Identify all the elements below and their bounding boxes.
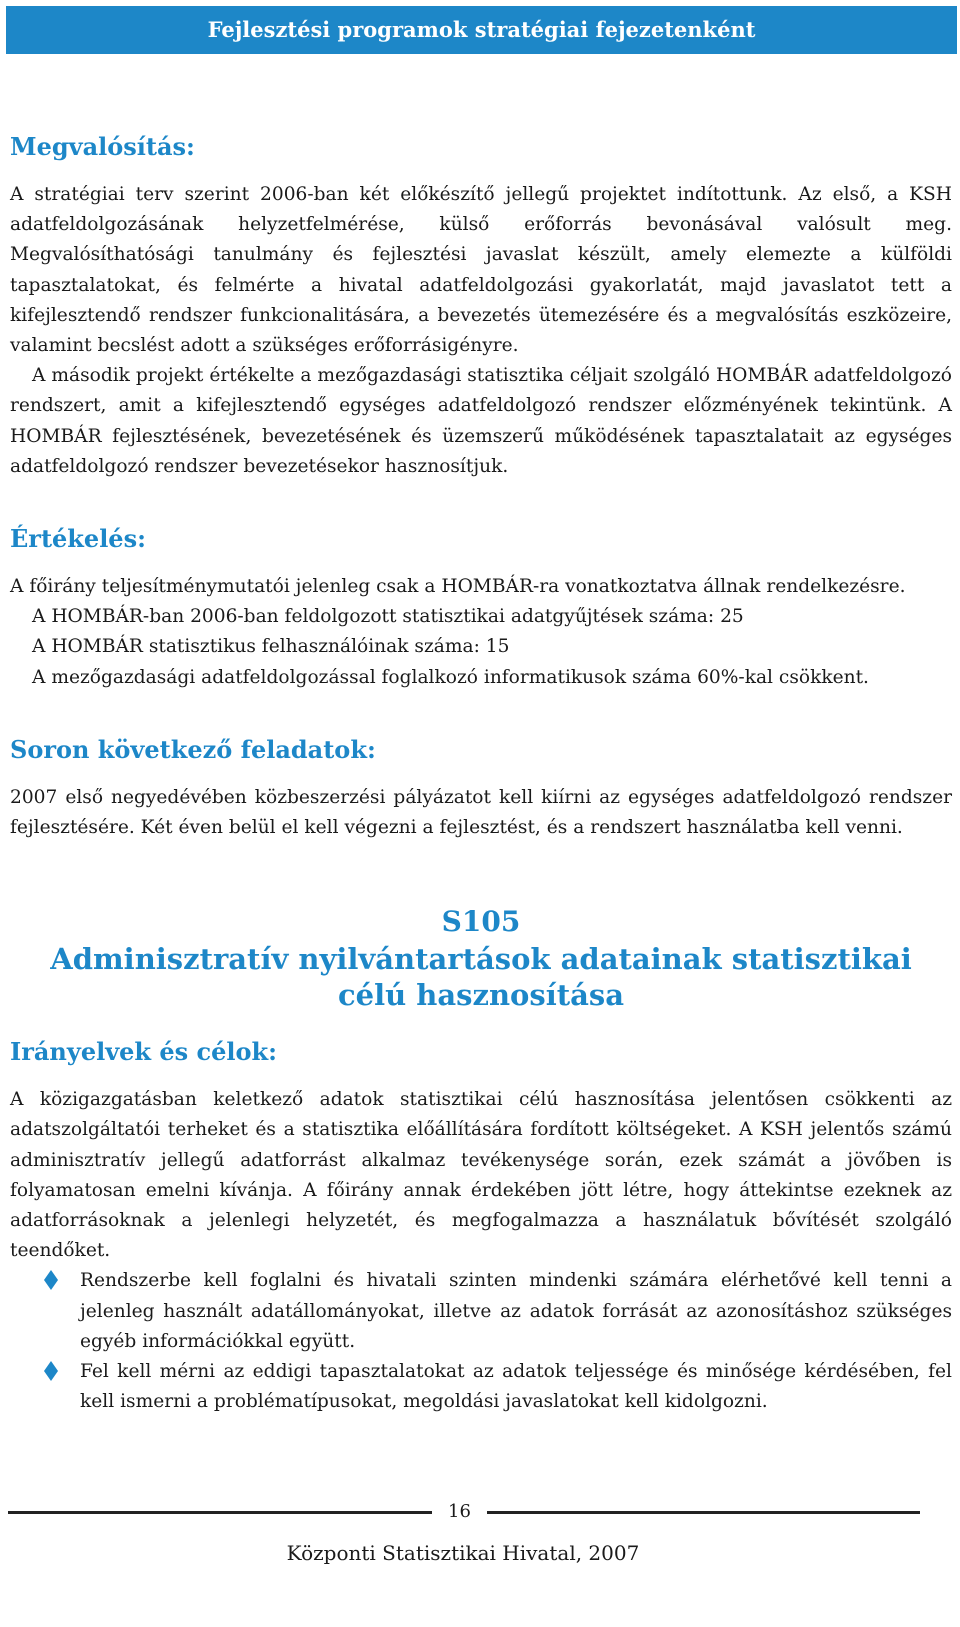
diamond-bullet-icon — [44, 1270, 62, 1292]
header-bar — [6, 6, 957, 54]
bullet-text-2: Fel kell mérni az eddigi tapasztalatokat az adatok teljessége és minősége kérdésében, fel kell ismerni a problématípusokat, megoldási javaslatokat kell kidolgozni. — [80, 1361, 952, 1413]
footer-publisher: Központi Statisztikai Hivatal, 2007 — [286, 1541, 640, 1565]
paragraph-feladatok-1: 2007 első negyedévében közbeszerzési pályázatot kell kiírni az egységes adatfeldolgozó rendszer fejlesztésére. Két éven belül el kell végezni a fejlesztést, és a rendszert használatba kell venni. — [10, 786, 952, 839]
section-title-line-2: célú hasznosítása — [337, 978, 625, 1013]
heading-ertekeles: Értékelés: — [10, 524, 146, 554]
diamond-bullet-icon — [44, 1361, 62, 1383]
bullet-list — [10, 1266, 952, 1417]
heading-megvalositas: Megvalósítás: — [10, 132, 195, 161]
ertekeles-line-3: A mezőgazdasági adatfeldolgozással foglalkozó informatikusok száma 60%-kal csökkent. — [32, 666, 869, 688]
paragraph-megvalositas-2: A második projekt értékelte a mezőgazdasági statisztika céljait szolgáló HOMBÁR adatfeldolgozó rendszert, amit a kifejlesztendő egységes adatfeldolgozó rendszer előzményének tekintünk. A HOMBÁR fejlesztésének, bevezetésének és üzemszerű működésének tapasztalatait az egységes adatfeldolgozó rendszer bevezetésekor hasznosítjuk. — [10, 365, 952, 477]
footer-rule-left — [8, 1511, 432, 1514]
header-title: Fejlesztési programok stratégiai fejezetenként — [207, 17, 756, 42]
footer-rule-right — [487, 1511, 920, 1514]
section-code: S105 — [441, 905, 521, 939]
page-number: 16 — [448, 1501, 471, 1522]
heading-iranyelvek: Irányelvek és célok: — [10, 1037, 278, 1067]
bullet-text-1: Rendszerbe kell foglalni és hivatali szinten mindenki számára elérhetővé kell tenni a jelenleg használt adatállományokat, illetve az adatok forrását az azonosításhoz szükséges egyéb információkkal együtt. — [80, 1270, 952, 1352]
section-title-line-1: Adminisztratív nyilvántartások adatainak statisztikai — [50, 942, 912, 977]
paragraph-ertekeles-1: A főirány teljesítménymutatói jelenleg csak a HOMBÁR-ra vonatkoztatva állnak rendelkezésre. — [10, 576, 906, 598]
paragraph-iranyelvek-1: A közigazgatásban keletkező adatok statisztikai célú hasznosítása jelentősen csökkenti az adatszolgáltatói terheket és a statisztika előállítására fordított költségeket. A KSH jelentős számú adminisztratív jellegű adatforrást alkalmaz tevékenysége során, ezek számát a jövőben is folyamatosan emelni kívánja. A főirány annak érdekében jött létre, hogy áttekintse ezeknek az adatforrásoknak a jelenlegi helyzetét, és megfogalmazza a használatuk bővítését szolgáló teendőket. — [10, 1089, 952, 1262]
section-title-block — [10, 903, 952, 1013]
heading-feladatok: Soron következő feladatok: — [10, 734, 376, 764]
ertekeles-line-1: A HOMBÁR-ban 2006-ban feldolgozott statisztikai adatgyűjtések száma: 25 — [32, 606, 744, 628]
ertekeles-line-2: A HOMBÁR statisztikus felhasználóinak száma: 15 — [32, 636, 510, 658]
page-content — [10, 130, 952, 1417]
list-item — [10, 1266, 952, 1357]
paragraph-megvalositas-1: A stratégiai terv szerint 2006-ban két előkészítő jellegű projektet indítottunk. Az első, a KSH adatfeldolgozásának helyzetfelmérése, külső erőforrás bevonásával valósult meg. Megvalósíthatósági tanulmány és fejlesztési javaslat készült, amely elemezte a külföldi tapasztalatokat, és felmérte a hivatal adatfeldolgozási gyakorlatát, majd javaslatot tett a kifejlesztendő rendszer funkcionalitására, a bevezetés ütemezésére és a megvalósítás eszközeire, valamint becslést adott a szükséges erőforrásigényre. — [10, 184, 952, 357]
list-item — [10, 1357, 952, 1417]
